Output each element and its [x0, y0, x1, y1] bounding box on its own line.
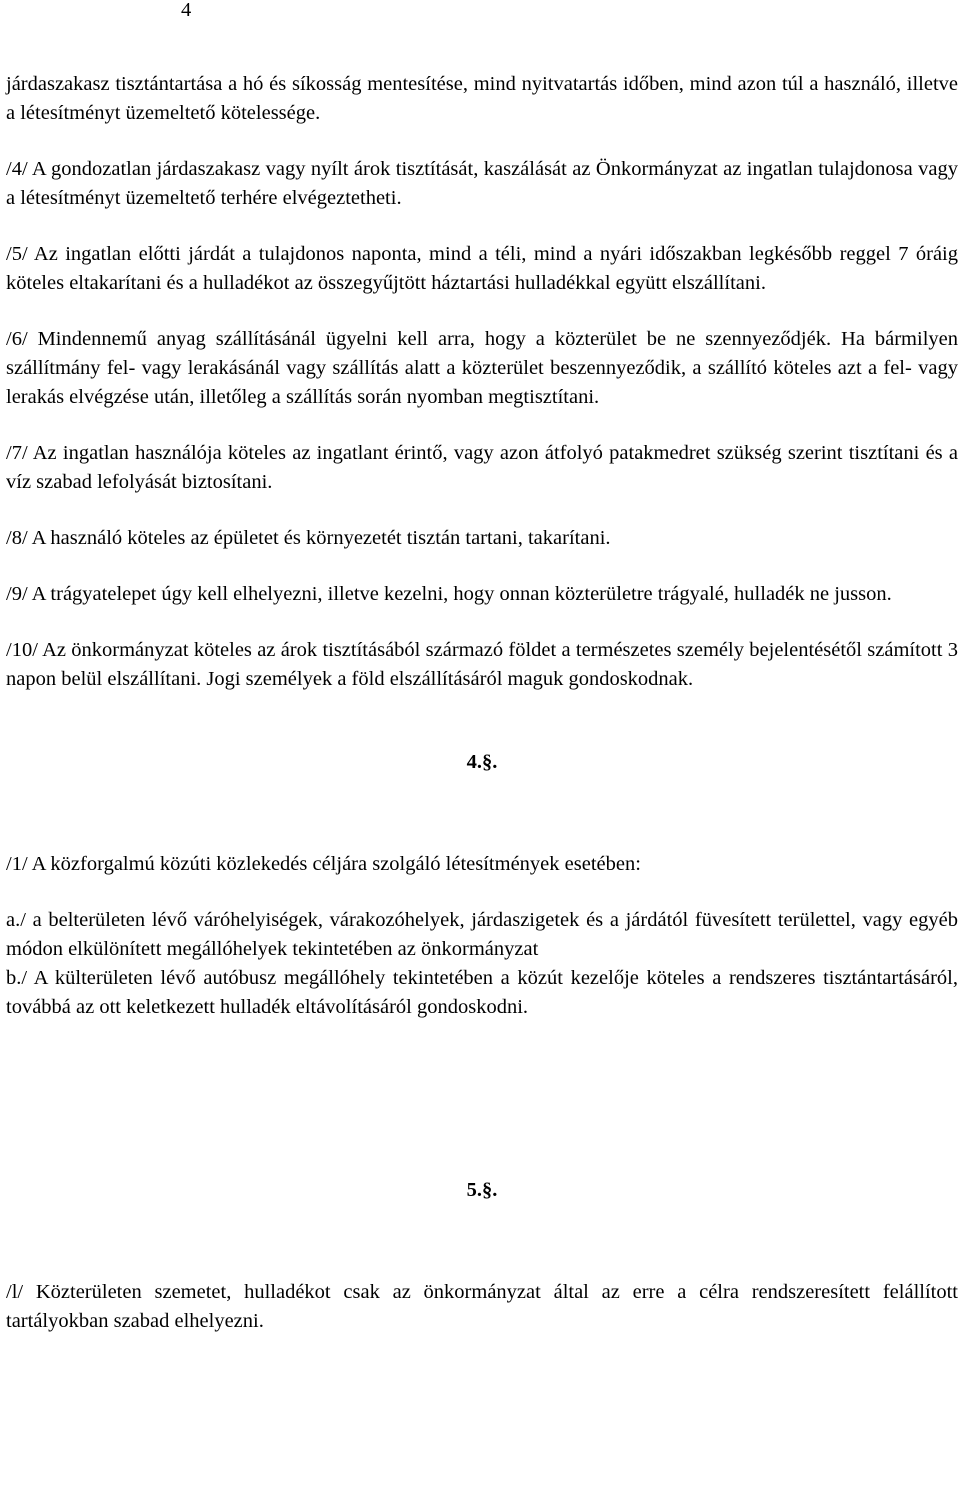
paragraph-7: /7/ Az ingatlan használója köteles az ingatlant érintő, vagy azon átfolyó patakmedret szükség szerint tisztítani és a víz szabad lefolyását biztosítani. — [6, 442, 958, 493]
section-5-paragraph-1: /l/ Közterületen szemetet, hulladékot csak az önkormányzat által az erre a célra rendszeresített felállított tartályokban szabad elhelyezni. — [6, 1281, 958, 1332]
paragraph-6: /6/ Mindennemű anyag szállításánál ügyelni kell arra, hogy a közterület be ne szennyeződjék. Ha bármilyen szállítmány fel- vagy lerakásánál vagy szállítás alatt a közterület beszennyeződik, a szállító köteles azt a fel- vagy lerakás elvégzése után, illetőleg a szállítás során nyomban megtisztítani. — [6, 328, 958, 408]
section-4-item-b: b./ A külterületen lévő autóbusz megállóhely tekintetében a közút kezelője köteles a rendszeres tisztántartásáról, továbbá az ott keletkezett hulladék eltávolításáról gondoskodni. — [6, 967, 958, 1018]
document-body — [6, 70, 958, 1336]
paragraph-10: /10/ Az önkormányzat köteles az árok tisztításából származó földet a természetes személy bejelentésétől számított 3 napon belül elszállítani. Jogi személyek a föld elszállításáról maguk gondoskodnak. — [6, 639, 958, 690]
section-4-item-a: a./ a belterületen lévő váróhelyiségek, várakozóhelyek, járdaszigetek és a járdától füvesített területtel, vagy egyéb módon elkülönített megállóhelyek tekintetében az önkormányzat — [6, 909, 958, 960]
paragraph-continuation: járdaszakasz tisztántartása a hó és síkosság mentesítése, mind nyitvatartás időben, mind azon túl a használó, illetve a létesítményt üzemeltető kötelessége. — [6, 73, 958, 124]
page-number: 4 — [181, 0, 192, 21]
paragraph-8: /8/ A használó köteles az épületet és környezetét tisztán tartani, takarítani. — [6, 527, 611, 549]
paragraph-5: /5/ Az ingatlan előtti járdát a tulajdonos naponta, mind a téli, mind a nyári időszakban legkésőbb reggel 7 óráig köteles eltakarítani és a hulladékot az összegyűjtött háztartási hulladékkal együtt elszállítani. — [6, 243, 958, 294]
section-5-heading: 5.§. — [466, 1179, 498, 1201]
paragraph-9: /9/ A trágyatelepet úgy kell elhelyezni, illetve kezelni, hogy onnan közterületre trágyalé, hulladék ne jusson. — [6, 583, 892, 605]
paragraph-4: /4/ A gondozatlan járdaszakasz vagy nyílt árok tisztítását, kaszálását az Önkormányzat az ingatlan tulajdonosa vagy a létesítményt üzemeltető terhére elvégeztetheti. — [6, 158, 958, 209]
section-4-intro: /1/ A közforgalmú közúti közlekedés céljára szolgáló létesítmények esetében: — [6, 853, 641, 875]
section-4-heading: 4.§. — [466, 751, 498, 773]
